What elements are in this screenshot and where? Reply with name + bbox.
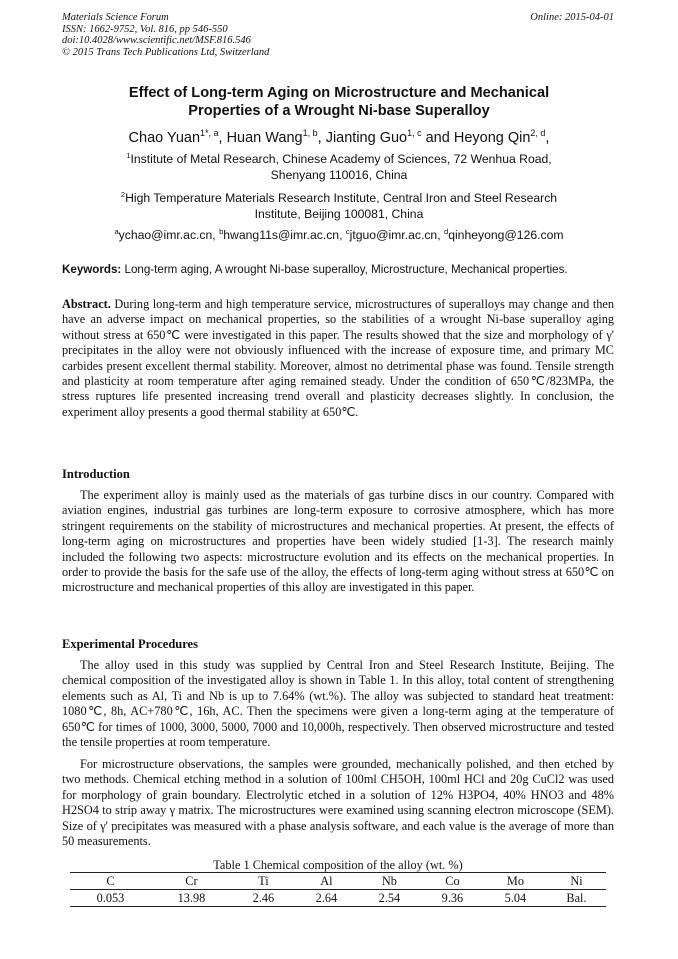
table-cell: 2.46 (252, 891, 275, 905)
email-link[interactable]: ychao@imr.ac.cn, (118, 228, 220, 242)
table-header-cell: Al (320, 874, 333, 888)
composition-table (70, 872, 606, 907)
online-date: Online: 2015-04-01 (530, 12, 614, 23)
email-link[interactable]: qinheyong@126.com (448, 228, 564, 242)
table-header-cell: Nb (381, 874, 397, 888)
author-sep: , (317, 130, 326, 146)
paper-title (62, 84, 616, 120)
email-sup: d (443, 226, 449, 236)
abstract-text: During long-term and high temperature service, microstructures of superalloys may change and then have an adverse impact on mechanical properties, so the stabilities of a wrought Ni-base superalloy aging without stress at 650℃ were investigated in this paper. The results showed that the size and morphology of γ' precipitates in the alloy were not obviously influenced with the increase of exposure time, and primary MC carbides present excellent thermal stability. Moreover, almost no detrimental phase was found. Tensile strength and plasticity at room temperature after aging remained steady. Under the condition of 650℃/823MPa, the stress ruptures life presented increasing trend overall and plasticity decreases slightly. In conclusion, the experiment alloy presents a good thermal stability at 650℃. (62, 297, 614, 419)
affiliation-line: Shenyang 110016, China (270, 167, 408, 182)
table-row (70, 890, 606, 907)
abstract (62, 297, 614, 420)
table-caption: Table 1 Chemical composition of the alloy (wt. %) (213, 858, 463, 872)
introduction-text: The experiment alloy is mainly used as the materials of gas turbine discs in our country. Compared with aviation engines, industrial gas turbines are long-term exposure to corrosive atmosphere, which has more stringent requirements on the stability of microstructures and mechanical properties. At present, the effects of long-term aging on microstructures and properties have been widely studied [1-3]. The research mainly included the following two aspects: microstructure evolution and its effects on the mechanical properties. In order to provide the basis for the safe use of the alloy, the effects of long-term aging without stress at 650℃ on microstructure and mechanical properties of this alloy are investigated in this paper. (62, 488, 614, 595)
copyright-line: © 2015 Trans Tech Publications Ltd, Switzerland (62, 46, 270, 58)
author-sup: 1*, a (200, 128, 219, 139)
email-link[interactable]: jtguo@imr.ac.cn, (349, 228, 444, 242)
experimental-heading: Experimental Procedures (62, 637, 198, 651)
table-cell: 9.36 (441, 891, 464, 905)
table-header-cell: Cr (185, 874, 198, 888)
journal-name: Materials Science Forum (62, 12, 169, 23)
email-sup: a (114, 226, 119, 236)
author-name: Jianting Guo (325, 130, 408, 146)
table-header-row (70, 873, 606, 890)
table-header-cell: Co (445, 874, 460, 888)
keywords-label: Keywords: (62, 263, 122, 276)
table-header-cell: Ni (570, 874, 583, 888)
affiliation-line: High Temperature Materials Research Institute, Central Iron and Steel Research (125, 191, 558, 205)
affiliation-1 (62, 152, 616, 183)
author-name: Huan Wang (226, 130, 303, 146)
table-cell: 2.54 (378, 891, 401, 905)
email-list (62, 228, 616, 244)
table-cell: 5.04 (504, 891, 527, 905)
author-sep: and (421, 130, 454, 146)
table-cell: 13.98 (177, 891, 206, 905)
author-sup: 1, b (302, 128, 318, 139)
author-sup: 1, c (407, 128, 422, 139)
email-sup: c (345, 226, 350, 236)
author-sep: , (218, 130, 227, 146)
author-sep: , (545, 130, 550, 146)
author-list (62, 129, 616, 147)
table-header-cell: Mo (506, 874, 524, 888)
table-cell: Bal. (566, 891, 587, 905)
affiliation-sup: 1 (126, 150, 131, 160)
author-name: Chao Yuan (128, 130, 201, 146)
keywords (62, 262, 622, 277)
affiliation-line: Institute, Beijing 100081, China (254, 206, 424, 221)
table-header-cell: Ti (258, 874, 269, 888)
keywords-text: Long-term aging, A wrought Ni-base superalloy, Microstructure, Mechanical properties. (121, 263, 568, 276)
title-line-2: Properties of a Wrought Ni-base Superalloy (188, 103, 490, 119)
table-header-cell: C (106, 874, 115, 888)
table-cell: 0.053 (96, 891, 125, 905)
author-sup: 2, d (530, 128, 546, 139)
doi-link[interactable]: doi:10.4028/www.scientific.net/MSF.816.546 (62, 35, 251, 47)
table-cell: 2.64 (315, 891, 338, 905)
experimental-para-1: The alloy used in this study was supplied by Central Iron and Steel Research Institute, Beijing. The chemical composition of the investigated alloy is shown in Table 1. In this alloy, total content of strengthening elements such as Al, Ti and Nb is up to 7.64% (wt.%). The alloy was subjected to standard heat treatment: 1080℃, 8h, AC+780℃, 16h, AC. Then the specimens were given a long-term aging at the temperature of 650℃ for times of 1000, 3000, 5000, 7000 and 10,000h, respectively. Then observed microstructure and tested the tensile properties at room temperature. (62, 658, 614, 750)
introduction-heading: Introduction (62, 467, 130, 481)
affiliation-2 (62, 191, 616, 222)
abstract-label: Abstract. (62, 297, 111, 311)
experimental-para-2: For microstructure observations, the samples were grounded, mechanically polished, and then etched by two methods. Chemical etching method in a solution of 100ml CH5OH, 100ml HCl and 20g CuCl2 was used for morphology of grain boundary. Electrolytic etched in a solution of 12% H3PO4, 40% HNO3 and 48% H2SO4 to strip away γ matrix. The microstructures were examined using scanning electron microscope (SEM). Size of γ' precipitates was measured with a phase analysis software, and each value is the average of more than 50 measurements. (62, 757, 614, 849)
issn-line: ISSN: 1662-9752, Vol. 816, pp 546-550 (62, 23, 228, 35)
journal-info (62, 12, 269, 58)
title-line-1: Effect of Long-term Aging on Microstructure and Mechanical (128, 85, 550, 101)
email-link[interactable]: hwang11s@imr.ac.cn, (223, 228, 346, 242)
email-sup: b (219, 226, 224, 236)
affiliation-sup: 2 (120, 189, 126, 199)
affiliation-line: Institute of Metal Research, Chinese Academy of Sciences, 72 Wenhua Road, (130, 152, 552, 166)
author-name: Heyong Qin (453, 130, 531, 146)
